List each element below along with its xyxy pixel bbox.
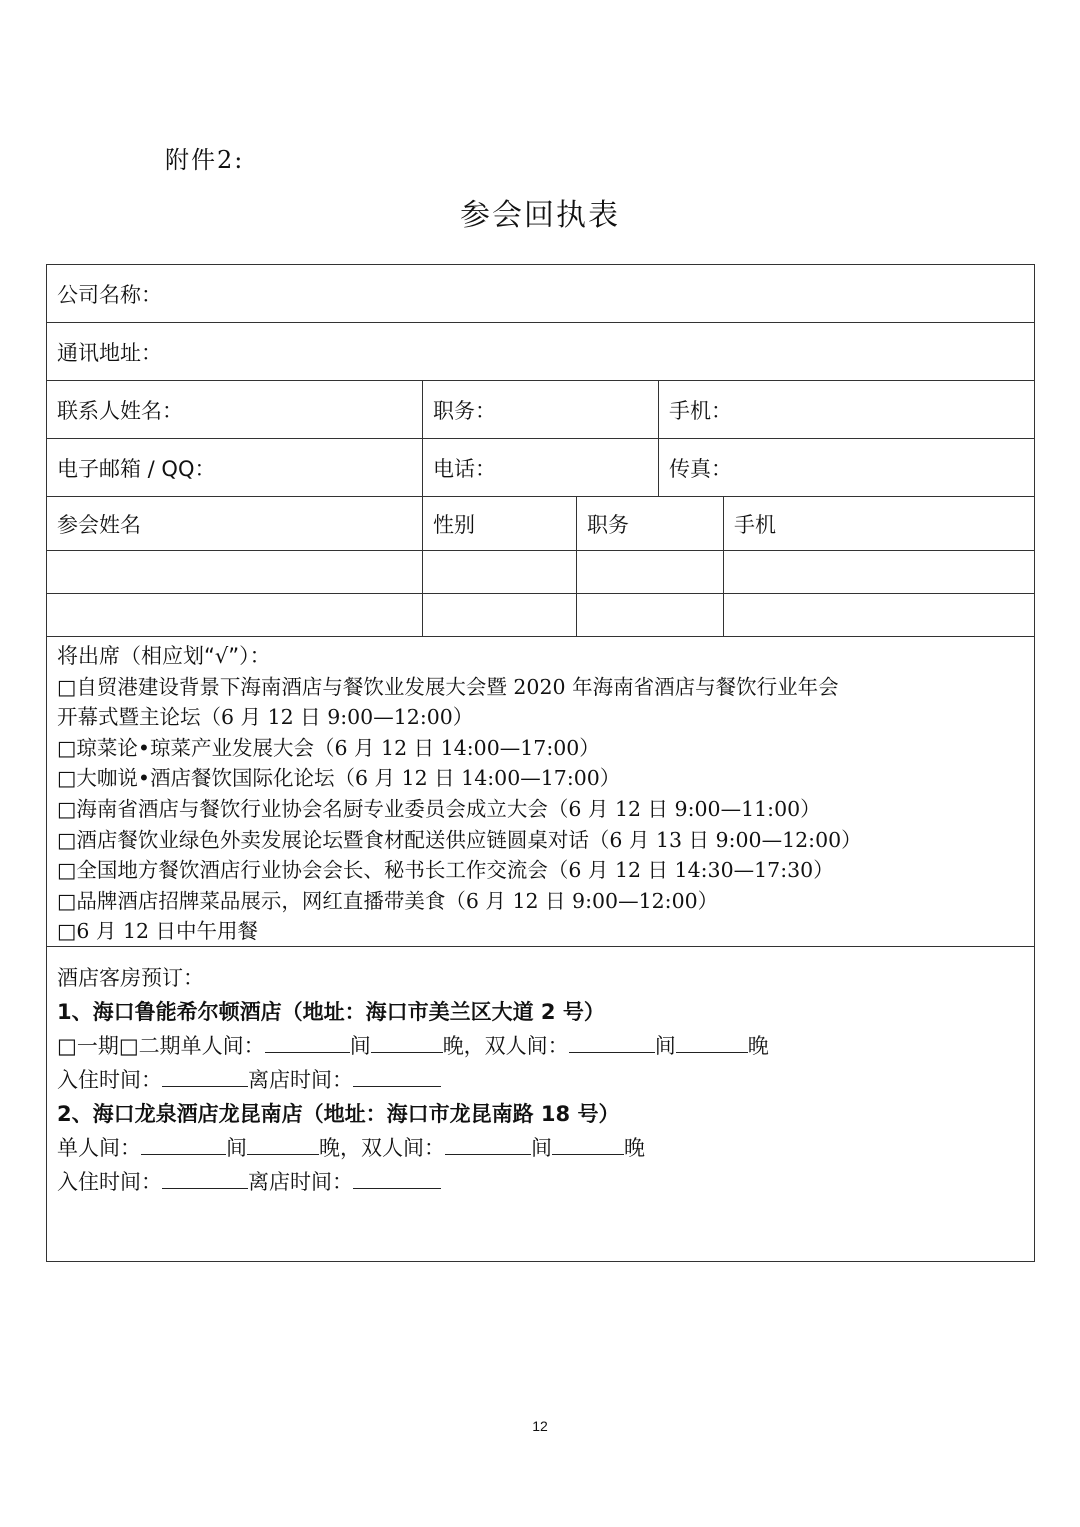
hotel1-rooms-line: [57, 1029, 1024, 1063]
hotel1-checkout-blank[interactable]: [353, 1064, 441, 1087]
attendee-gender-input[interactable]: [422, 551, 576, 593]
contact-mobile-label: 手机：: [669, 398, 732, 423]
hotel1-single-rooms-blank[interactable]: [265, 1030, 350, 1053]
attendee-position-input[interactable]: [576, 551, 723, 593]
checkin-label: 入住时间：: [57, 1170, 162, 1194]
attendance-item-main-forum-cont: 开幕式暨主论坛（6 月 12 日 9:00—12:00）: [57, 705, 474, 730]
email-label: 电子邮箱 / QQ：: [57, 456, 216, 481]
hotel2-name: 2、海口龙泉酒店龙昆南店（地址：海口市龙昆南路 18 号）: [57, 1102, 620, 1126]
attendance-row: [47, 636, 1034, 946]
rooms-unit: 间: [531, 1136, 552, 1160]
attendee-row: [47, 550, 1034, 593]
hotel1-phase-label[interactable]: □一期□二期单人间：: [57, 1034, 265, 1058]
attendance-section: [47, 637, 1034, 946]
checkout-label: 离店时间：: [248, 1170, 353, 1194]
hotel1-checkin-blank[interactable]: [162, 1064, 248, 1087]
contact-row: [47, 380, 1034, 438]
attendee-gender-input[interactable]: [422, 594, 576, 636]
contact-mobile-field[interactable]: [658, 381, 1034, 438]
contact-position-field[interactable]: [422, 381, 658, 438]
contact-position-label: 职务：: [433, 398, 496, 423]
address-field[interactable]: [47, 323, 1034, 380]
hotel2-dates-line: [57, 1165, 1024, 1199]
company-row: [47, 265, 1034, 322]
attendee-row: [47, 593, 1034, 636]
hotel1-single-nights-blank[interactable]: [371, 1030, 443, 1053]
page-number: 12: [532, 1418, 548, 1434]
hotel-heading: 酒店客房预订：: [57, 966, 204, 990]
attendee-gender-header: 性别: [422, 497, 576, 550]
checkin-label: 入住时间：: [57, 1068, 162, 1092]
attendee-name-input[interactable]: [47, 551, 422, 593]
attendee-mobile-header: 手机: [723, 497, 1034, 550]
rooms-unit: 间: [654, 1034, 676, 1058]
fax-label: 传真：: [669, 456, 732, 481]
rooms-unit: 间: [226, 1136, 247, 1160]
rooms-unit: 间: [349, 1034, 371, 1058]
attendance-item-international-forum[interactable]: □大咖说•酒店餐饮国际化论坛（6 月 12 日 14:00—17:00）: [57, 766, 621, 791]
email-row: [47, 438, 1034, 496]
attendance-item-main-forum[interactable]: □自贸港建设背景下海南酒店与餐饮业发展大会暨 2020 年海南省酒店与餐饮行业年会: [57, 674, 839, 699]
attendance-item-lunch[interactable]: □6 月 12 日中午用餐: [57, 919, 259, 944]
attendance-item-association-meeting[interactable]: □全国地方餐饮酒店行业协会会长、秘书长工作交流会（6 月 12 日 14:30—17:30）: [57, 858, 834, 883]
hotel1-double-nights-blank[interactable]: [676, 1030, 748, 1053]
nights-unit: 晚，双人间：: [442, 1034, 569, 1058]
attendee-name-header: 参会姓名: [57, 512, 141, 537]
attendance-item-qiong-cuisine[interactable]: □琼菜论•琼菜产业发展大会（6 月 12 日 14:00—17:00）: [57, 735, 600, 760]
nights-unit: 晚: [747, 1034, 769, 1058]
nights-unit: 晚，双人间：: [319, 1136, 445, 1160]
phone-field[interactable]: [422, 439, 658, 496]
address-row: [47, 322, 1034, 380]
contact-name-field[interactable]: [47, 381, 422, 438]
hotel2-single-nights-blank[interactable]: [247, 1132, 319, 1155]
form-title: 参会回执表: [460, 198, 620, 233]
hotel2-double-nights-blank[interactable]: [552, 1132, 624, 1155]
hotel2-single-rooms-blank[interactable]: [141, 1132, 226, 1155]
hotel2-checkout-blank[interactable]: [353, 1166, 441, 1189]
email-field[interactable]: [47, 439, 422, 496]
attendance-heading: 将出席（相应划“√”）：: [57, 644, 271, 668]
attendance-item-green-takeout[interactable]: □酒店餐饮业绿色外卖发展论坛暨食材配送供应链圆桌对话（6 月 13 日 9:00—12:00）: [57, 827, 862, 852]
attendee-mobile-input[interactable]: [723, 594, 1034, 636]
hotel2-double-rooms-blank[interactable]: [445, 1132, 531, 1155]
single-room-label: 单人间：: [57, 1136, 141, 1160]
hotel2-checkin-blank[interactable]: [162, 1166, 248, 1189]
attachment-label: 附件2:: [165, 146, 245, 174]
phone-label: 电话：: [433, 456, 496, 481]
hotel-row: [47, 946, 1034, 1261]
attendee-header-row: [47, 496, 1034, 550]
hotel1-dates-line: [57, 1063, 1024, 1097]
attendance-item-dish-showcase[interactable]: □品牌酒店招牌菜品展示，网红直播带美食（6 月 12 日 9:00—12:00）: [57, 888, 719, 913]
attendee-position-input[interactable]: [576, 594, 723, 636]
attendee-position-header: 职务: [576, 497, 723, 550]
attendee-name-input[interactable]: [47, 594, 422, 636]
hotel-section: [47, 947, 1034, 1261]
hotel1-double-rooms-blank[interactable]: [569, 1030, 655, 1053]
contact-name-label: 联系人姓名：: [57, 398, 183, 423]
nights-unit: 晚: [624, 1136, 645, 1160]
attendance-item-chef-committee[interactable]: □海南省酒店与餐饮行业协会名厨专业委员会成立大会（6 月 12 日 9:00—11:00）: [57, 796, 821, 821]
fax-field[interactable]: [658, 439, 1034, 496]
registration-form: [46, 264, 1035, 1262]
company-label: 公司名称：: [57, 282, 162, 307]
hotel2-rooms-line: [57, 1131, 1024, 1165]
hotel1-name: 1、海口鲁能希尔顿酒店（地址：海口市美兰区大道 2 号）: [57, 1000, 605, 1024]
checkout-label: 离店时间：: [248, 1068, 353, 1092]
attendee-mobile-input[interactable]: [723, 551, 1034, 593]
address-label: 通讯地址：: [57, 340, 162, 365]
company-field[interactable]: [47, 265, 1034, 322]
